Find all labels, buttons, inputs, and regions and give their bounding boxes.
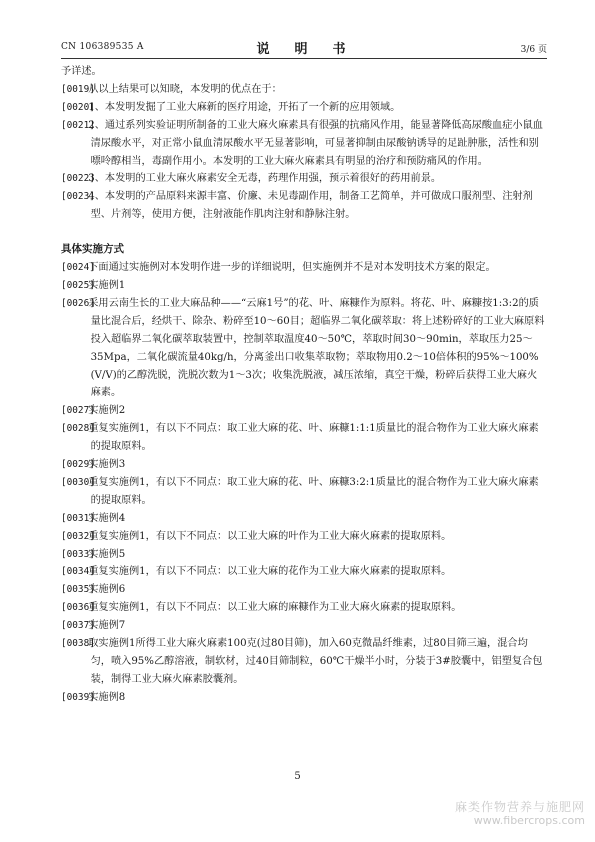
paragraph-0019 (61, 81, 547, 99)
document-body (61, 63, 547, 707)
publication-number: CN 106389535 A (61, 42, 144, 52)
paragraph-0030 (61, 474, 547, 510)
paragraph-0033 (61, 546, 547, 564)
paragraph-text: 取实施例1所得工业大麻火麻素100克(过80目筛)，加入60克微晶纤维素，过80目筛三遍，混合均匀，喷入95%乙醇溶液，制软材，过40目筛制粒，60℃干燥半小时，分装于3#胶囊中，铝塑复合包装，制得工业大麻火麻素胶囊剂。 (88, 638, 543, 685)
paragraph-0026 (61, 295, 547, 402)
watermark-url: www.fibercrops.com (473, 814, 585, 827)
paragraph-number: [0031] (61, 512, 95, 524)
paragraph-0037 (61, 617, 547, 635)
paragraph-number: [0024] (61, 262, 95, 274)
paragraph-number: [0027] (61, 405, 95, 417)
example-heading: 实施例5 (88, 548, 126, 560)
paragraph-0025 (61, 277, 547, 295)
paragraph-text: 重复实施例1，有以下不同点：取工业大麻的花、叶、麻糠3:2:1质量比的混合物作为工业大麻火麻素的提取原料。 (88, 476, 539, 506)
section-spacer (61, 224, 547, 241)
page-header (61, 38, 547, 60)
paragraph-text: 4、本发明的产品原料来源丰富、价廉、未见毒副作用，制备工艺简单，并可做成口服剂型、注射剂型、片剂等，使用方便，注射液能作肌肉注射和静脉注射。 (88, 191, 533, 221)
paragraph-text: 3、本发明的工业大麻火麻素安全无毒，药理作用强，预示着很好的药用前景。 (88, 173, 442, 185)
paragraph-number: [0025] (61, 279, 95, 291)
paragraph-text: 重复实施例1，有以下不同点：以工业大麻的花作为工业大麻火麻素的提取原料。 (88, 566, 452, 578)
section-heading: 具体实施方式 (61, 243, 124, 256)
paragraph-number: [0039] (61, 691, 95, 703)
page-number: 5 (294, 771, 301, 782)
paragraph-text: 重复实施例1，有以下不同点：取工业大麻的花、叶、麻糠1:1:1质量比的混合物作为工业大麻火麻素的提取原料。 (88, 423, 539, 453)
paragraph-number: [0026] (61, 297, 95, 309)
paragraph-text: 采用云南生长的工业大麻品种——“云麻1号”的花、叶、麻糠作为原料。将花、叶、麻糠按1:3:2的质量比混合后，经烘干、除杂、粉碎至10～60目；超临界二氧化碳萃取：将上述粉碎好的工业大麻原料投入超临界二氧化碳萃取装置中，控制萃取温度40～50℃，萃取时间30～90min，萃取压力25～35Mpa，二氧化碳流量40kg/h，分离釜出口收集萃取物；萃取物用0.2～10倍体积的95%～100%(V/V)的乙醇洗脱，洗脱次数为1～3次；收集洗脱液，减压浓缩，真空干燥，粉碎后获得工业大麻火麻素。 (88, 297, 545, 399)
paragraph-number: [0021] (61, 119, 95, 131)
paragraph-0029 (61, 456, 547, 474)
paragraph-number: [0036] (61, 602, 95, 614)
paragraph-text: 从以上结果可以知晓，本发明的优点在于： (88, 83, 282, 95)
example-heading: 实施例8 (88, 691, 126, 703)
paragraph-number: [0035] (61, 584, 95, 596)
paragraph-0027 (61, 402, 547, 420)
paragraph-number: [0023] (61, 191, 95, 203)
example-heading: 实施例1 (88, 279, 126, 291)
continued-text: 予详述。 (61, 66, 102, 77)
paragraph-0022 (61, 170, 547, 188)
paragraph-number: [0029] (61, 459, 95, 471)
paragraph-0024 (61, 259, 547, 277)
paragraph-number: [0028] (61, 423, 95, 435)
paragraph-text: 重复实施例1，有以下不同点：以工业大麻的麻糠作为工业大麻火麻素的提取原料。 (88, 602, 462, 614)
page-indicator: 3/6 页 (520, 45, 547, 55)
paragraph-text: 2、通过系列实验证明所制备的工业大麻火麻素具有很强的抗痛风作用，能显著降低高尿酸血症小鼠血清尿酸水平，对正常小鼠血清尿酸水平无显著影响，可显著抑制由尿酸钠诱导的足趾肿胀，活性和别嘌呤醇相当，毒副作用小。本发明的工业大麻火麻素具有明显的治疗和预防痛风的作用。 (88, 119, 543, 167)
paragraph-0034 (61, 563, 547, 581)
example-heading: 实施例2 (88, 405, 126, 417)
paragraph-0028 (61, 420, 547, 456)
paragraph-number: [0032] (61, 530, 95, 542)
paragraph-0035 (61, 581, 547, 599)
paragraph-number: [0033] (61, 548, 95, 560)
paragraph-number: [0034] (61, 566, 95, 578)
watermark (455, 800, 585, 828)
paragraph-0031 (61, 510, 547, 528)
paragraph-0023 (61, 188, 547, 224)
example-heading: 实施例6 (88, 584, 126, 596)
document-title: 说 明 书 (256, 42, 352, 57)
paragraph-text: 重复实施例1，有以下不同点：以工业大麻的叶作为工业大麻火麻素的提取原料。 (88, 530, 452, 542)
example-heading: 实施例4 (88, 512, 126, 524)
paragraph-text: 下面通过实施例对本发明作进一步的详细说明，但实施例并不是对本发明技术方案的限定。 (88, 262, 496, 274)
paragraph-number: [0038] (61, 638, 95, 650)
header-divider (61, 58, 547, 59)
paragraph-text: 1、本发明发掘了工业大麻新的医疗用途，开拓了一个新的应用领域。 (88, 101, 401, 113)
paragraph-number: [0020] (61, 101, 95, 113)
watermark-site-name: 麻类作物营养与施肥网 (454, 800, 585, 814)
paragraph-number: [0019] (61, 83, 95, 95)
paragraph-0036 (61, 599, 547, 617)
paragraph-0032 (61, 528, 547, 546)
example-heading: 实施例7 (88, 620, 126, 632)
paragraph-number: [0030] (61, 476, 95, 488)
paragraph-number: [0022] (61, 173, 95, 185)
paragraph-0039 (61, 689, 547, 707)
paragraph-0020 (61, 99, 547, 117)
paragraph-number: [0037] (61, 620, 95, 632)
example-heading: 实施例3 (88, 459, 126, 471)
paragraph-0021 (61, 117, 547, 171)
paragraph-0038 (61, 635, 547, 689)
